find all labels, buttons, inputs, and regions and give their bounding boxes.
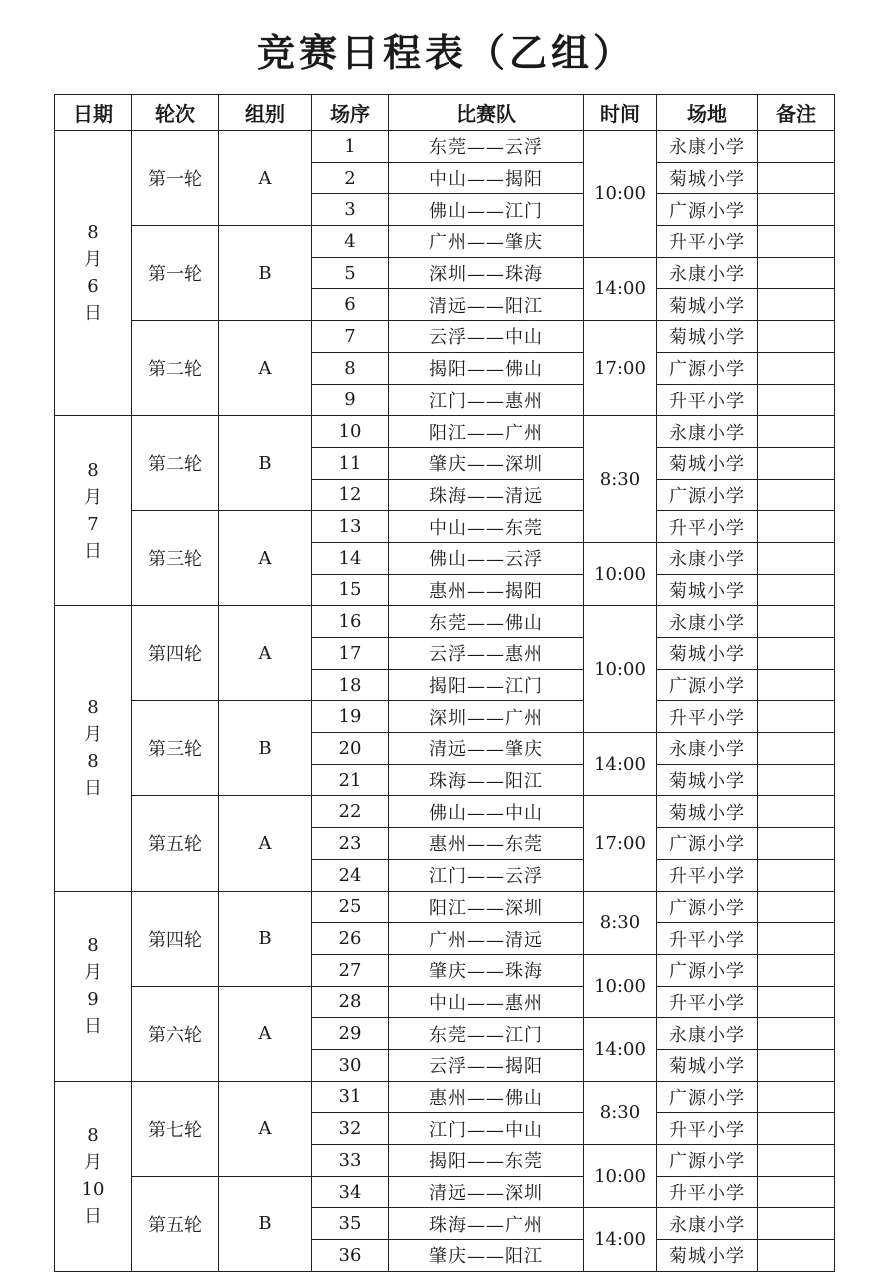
match-no-cell: 24 (312, 859, 389, 891)
round-cell: 第五轮 (132, 796, 219, 891)
notes-cell (758, 1018, 835, 1050)
venue-cell: 菊城小学 (657, 1049, 758, 1081)
time-cell: 17:00 (584, 321, 657, 416)
round-cell: 第二轮 (132, 416, 219, 511)
date-char: 日 (84, 303, 102, 325)
notes-cell (758, 638, 835, 670)
table-row (55, 891, 835, 923)
table-row (55, 226, 835, 258)
time-cell: 10:00 (584, 606, 657, 733)
venue-cell: 广源小学 (657, 891, 758, 923)
date-char: 月 (84, 724, 102, 746)
notes-cell (758, 986, 835, 1018)
header-round: 轮次 (132, 95, 219, 131)
date-char: 日 (84, 778, 102, 800)
teams-cell: 珠海——广州 (389, 1208, 584, 1240)
match-no-cell: 21 (312, 764, 389, 796)
notes-cell (758, 1208, 835, 1240)
group-cell: B (219, 226, 312, 321)
table-row (55, 1176, 835, 1208)
group-cell: B (219, 701, 312, 796)
group-cell: B (219, 891, 312, 986)
venue-cell: 永康小学 (657, 1208, 758, 1240)
teams-cell: 清远——阳江 (389, 289, 584, 321)
notes-cell (758, 923, 835, 955)
header-group: 组别 (219, 95, 312, 131)
venue-cell: 菊城小学 (657, 162, 758, 194)
venue-cell: 广源小学 (657, 828, 758, 860)
venue-cell: 菊城小学 (657, 1240, 758, 1272)
notes-cell (758, 511, 835, 543)
round-cell: 第六轮 (132, 986, 219, 1081)
venue-cell: 广源小学 (657, 194, 758, 226)
round-cell: 第三轮 (132, 511, 219, 606)
notes-cell (758, 606, 835, 638)
group-cell: A (219, 986, 312, 1081)
match-no-cell: 25 (312, 891, 389, 923)
notes-cell (758, 447, 835, 479)
match-no-cell: 29 (312, 1018, 389, 1050)
date-cell (55, 1081, 132, 1271)
date-char: 日 (84, 1016, 102, 1038)
notes-cell (758, 131, 835, 163)
teams-cell: 深圳——广州 (389, 701, 584, 733)
notes-cell (758, 669, 835, 701)
header-match-no: 场序 (312, 95, 389, 131)
teams-cell: 佛山——云浮 (389, 542, 584, 574)
notes-cell (758, 891, 835, 923)
group-cell: A (219, 796, 312, 891)
notes-cell (758, 1049, 835, 1081)
match-no-cell: 27 (312, 954, 389, 986)
match-no-cell: 20 (312, 733, 389, 765)
teams-cell: 深圳——珠海 (389, 257, 584, 289)
match-no-cell: 6 (312, 289, 389, 321)
teams-cell: 东莞——云浮 (389, 131, 584, 163)
date-char: 10 (81, 1179, 105, 1201)
date-cell (55, 891, 132, 1081)
teams-cell: 云浮——中山 (389, 321, 584, 353)
teams-cell: 珠海——阳江 (389, 764, 584, 796)
venue-cell: 升平小学 (657, 226, 758, 258)
venue-cell: 永康小学 (657, 733, 758, 765)
match-no-cell: 30 (312, 1049, 389, 1081)
time-cell: 8:30 (584, 416, 657, 543)
notes-cell (758, 701, 835, 733)
date-char: 日 (84, 540, 102, 562)
venue-cell: 升平小学 (657, 1113, 758, 1145)
teams-cell: 阳江——广州 (389, 416, 584, 448)
notes-cell (758, 416, 835, 448)
round-cell: 第一轮 (132, 131, 219, 226)
match-no-cell: 7 (312, 321, 389, 353)
date-cell (55, 606, 132, 891)
header-venue: 场地 (657, 95, 758, 131)
venue-cell: 升平小学 (657, 859, 758, 891)
notes-cell (758, 226, 835, 258)
teams-cell: 江门——中山 (389, 1113, 584, 1145)
time-cell: 10:00 (584, 1145, 657, 1208)
match-no-cell: 28 (312, 986, 389, 1018)
notes-cell (758, 954, 835, 986)
notes-cell (758, 384, 835, 416)
match-no-cell: 10 (312, 416, 389, 448)
teams-cell: 肇庆——阳江 (389, 1240, 584, 1272)
venue-cell: 菊城小学 (657, 574, 758, 606)
notes-cell (758, 321, 835, 353)
teams-cell: 东莞——江门 (389, 1018, 584, 1050)
match-no-cell: 36 (312, 1240, 389, 1272)
match-no-cell: 32 (312, 1113, 389, 1145)
teams-cell: 珠海——清远 (389, 479, 584, 511)
match-no-cell: 1 (312, 131, 389, 163)
teams-cell: 揭阳——江门 (389, 669, 584, 701)
venue-cell: 菊城小学 (657, 447, 758, 479)
date-char: 8 (87, 935, 99, 957)
teams-cell: 云浮——惠州 (389, 638, 584, 670)
table-row (55, 1081, 835, 1113)
match-no-cell: 9 (312, 384, 389, 416)
notes-cell (758, 1176, 835, 1208)
teams-cell: 揭阳——佛山 (389, 352, 584, 384)
notes-cell (758, 1240, 835, 1272)
match-no-cell: 8 (312, 352, 389, 384)
date-char: 9 (87, 989, 99, 1011)
notes-cell (758, 828, 835, 860)
table-row (55, 606, 835, 638)
venue-cell: 广源小学 (657, 352, 758, 384)
match-no-cell: 4 (312, 226, 389, 258)
match-no-cell: 35 (312, 1208, 389, 1240)
notes-cell (758, 574, 835, 606)
teams-cell: 佛山——中山 (389, 796, 584, 828)
table-row (55, 131, 835, 163)
date-char: 8 (87, 459, 99, 481)
teams-cell: 佛山——江门 (389, 194, 584, 226)
group-cell: A (219, 131, 312, 226)
time-cell: 8:30 (584, 891, 657, 954)
notes-cell (758, 1113, 835, 1145)
match-no-cell: 17 (312, 638, 389, 670)
group-cell: A (219, 511, 312, 606)
match-no-cell: 22 (312, 796, 389, 828)
venue-cell: 永康小学 (657, 131, 758, 163)
notes-cell (758, 1145, 835, 1177)
notes-cell (758, 796, 835, 828)
match-no-cell: 15 (312, 574, 389, 606)
notes-cell (758, 733, 835, 765)
time-cell: 14:00 (584, 1208, 657, 1271)
match-no-cell: 33 (312, 1145, 389, 1177)
venue-cell: 菊城小学 (657, 321, 758, 353)
notes-cell (758, 289, 835, 321)
date-char: 月 (84, 249, 102, 271)
venue-cell: 广源小学 (657, 669, 758, 701)
date-char: 8 (87, 751, 99, 773)
match-no-cell: 5 (312, 257, 389, 289)
teams-cell: 惠州——东莞 (389, 828, 584, 860)
round-cell: 第一轮 (132, 226, 219, 321)
match-no-cell: 31 (312, 1081, 389, 1113)
date-cell (55, 131, 132, 416)
schedule-table (54, 94, 835, 1272)
venue-cell: 永康小学 (657, 416, 758, 448)
table-row (55, 986, 835, 1018)
round-cell: 第七轮 (132, 1081, 219, 1176)
venue-cell: 菊城小学 (657, 638, 758, 670)
venue-cell: 广源小学 (657, 1081, 758, 1113)
teams-cell: 阳江——深圳 (389, 891, 584, 923)
teams-cell: 云浮——揭阳 (389, 1049, 584, 1081)
teams-cell: 清远——肇庆 (389, 733, 584, 765)
time-cell: 17:00 (584, 796, 657, 891)
venue-cell: 升平小学 (657, 511, 758, 543)
teams-cell: 肇庆——珠海 (389, 954, 584, 986)
match-no-cell: 16 (312, 606, 389, 638)
group-cell: A (219, 1081, 312, 1176)
teams-cell: 惠州——佛山 (389, 1081, 584, 1113)
notes-cell (758, 542, 835, 574)
notes-cell (758, 162, 835, 194)
teams-cell: 中山——东莞 (389, 511, 584, 543)
date-char: 8 (87, 222, 99, 244)
group-cell: B (219, 416, 312, 511)
date-char: 6 (87, 276, 99, 298)
teams-cell: 江门——惠州 (389, 384, 584, 416)
time-cell: 8:30 (584, 1081, 657, 1144)
time-cell: 14:00 (584, 1018, 657, 1081)
venue-cell: 广源小学 (657, 1145, 758, 1177)
header-notes: 备注 (758, 95, 835, 131)
page-title: 竞赛日程表（乙组） (256, 30, 635, 75)
date-char: 8 (87, 1125, 99, 1147)
venue-cell: 升平小学 (657, 923, 758, 955)
notes-cell (758, 257, 835, 289)
round-cell: 第五轮 (132, 1176, 219, 1271)
header-time: 时间 (584, 95, 657, 131)
teams-cell: 东莞——佛山 (389, 606, 584, 638)
match-no-cell: 3 (312, 194, 389, 226)
date-char: 月 (84, 1152, 102, 1174)
teams-cell: 中山——惠州 (389, 986, 584, 1018)
match-no-cell: 26 (312, 923, 389, 955)
notes-cell (758, 479, 835, 511)
match-no-cell: 14 (312, 542, 389, 574)
match-no-cell: 12 (312, 479, 389, 511)
venue-cell: 菊城小学 (657, 289, 758, 321)
venue-cell: 菊城小学 (657, 764, 758, 796)
teams-cell: 肇庆——深圳 (389, 447, 584, 479)
teams-cell: 揭阳——东莞 (389, 1145, 584, 1177)
teams-cell: 江门——云浮 (389, 859, 584, 891)
match-no-cell: 2 (312, 162, 389, 194)
venue-cell: 永康小学 (657, 606, 758, 638)
venue-cell: 升平小学 (657, 384, 758, 416)
notes-cell (758, 764, 835, 796)
venue-cell: 菊城小学 (657, 796, 758, 828)
venue-cell: 升平小学 (657, 1176, 758, 1208)
match-no-cell: 11 (312, 447, 389, 479)
date-char: 月 (84, 962, 102, 984)
header-date: 日期 (55, 95, 132, 131)
date-char: 月 (84, 486, 102, 508)
notes-cell (758, 352, 835, 384)
date-char: 8 (87, 697, 99, 719)
venue-cell: 广源小学 (657, 954, 758, 986)
time-cell: 14:00 (584, 257, 657, 320)
group-cell: A (219, 321, 312, 416)
match-no-cell: 19 (312, 701, 389, 733)
round-cell: 第四轮 (132, 606, 219, 701)
venue-cell: 永康小学 (657, 542, 758, 574)
time-cell: 14:00 (584, 733, 657, 796)
date-char: 日 (84, 1206, 102, 1228)
group-cell: B (219, 1176, 312, 1271)
match-no-cell: 13 (312, 511, 389, 543)
teams-cell: 清远——深圳 (389, 1176, 584, 1208)
time-cell: 10:00 (584, 542, 657, 605)
round-cell: 第二轮 (132, 321, 219, 416)
teams-cell: 中山——揭阳 (389, 162, 584, 194)
table-row (55, 416, 835, 448)
match-no-cell: 23 (312, 828, 389, 860)
notes-cell (758, 1081, 835, 1113)
date-cell (55, 416, 132, 606)
venue-cell: 广源小学 (657, 479, 758, 511)
match-no-cell: 18 (312, 669, 389, 701)
time-cell: 10:00 (584, 131, 657, 258)
table-row (55, 796, 835, 828)
teams-cell: 广州——清远 (389, 923, 584, 955)
venue-cell: 永康小学 (657, 257, 758, 289)
header-teams: 比赛队 (389, 95, 584, 131)
round-cell: 第三轮 (132, 701, 219, 796)
time-cell: 10:00 (584, 954, 657, 1017)
venue-cell: 升平小学 (657, 986, 758, 1018)
teams-cell: 惠州——揭阳 (389, 574, 584, 606)
group-cell: A (219, 606, 312, 701)
teams-cell: 广州——肇庆 (389, 226, 584, 258)
notes-cell (758, 859, 835, 891)
notes-cell (758, 194, 835, 226)
header-row (55, 95, 835, 131)
round-cell: 第四轮 (132, 891, 219, 986)
match-no-cell: 34 (312, 1176, 389, 1208)
venue-cell: 永康小学 (657, 1018, 758, 1050)
table-row (55, 511, 835, 543)
venue-cell: 升平小学 (657, 701, 758, 733)
table-row (55, 321, 835, 353)
date-char: 7 (87, 513, 99, 535)
table-row (55, 701, 835, 733)
